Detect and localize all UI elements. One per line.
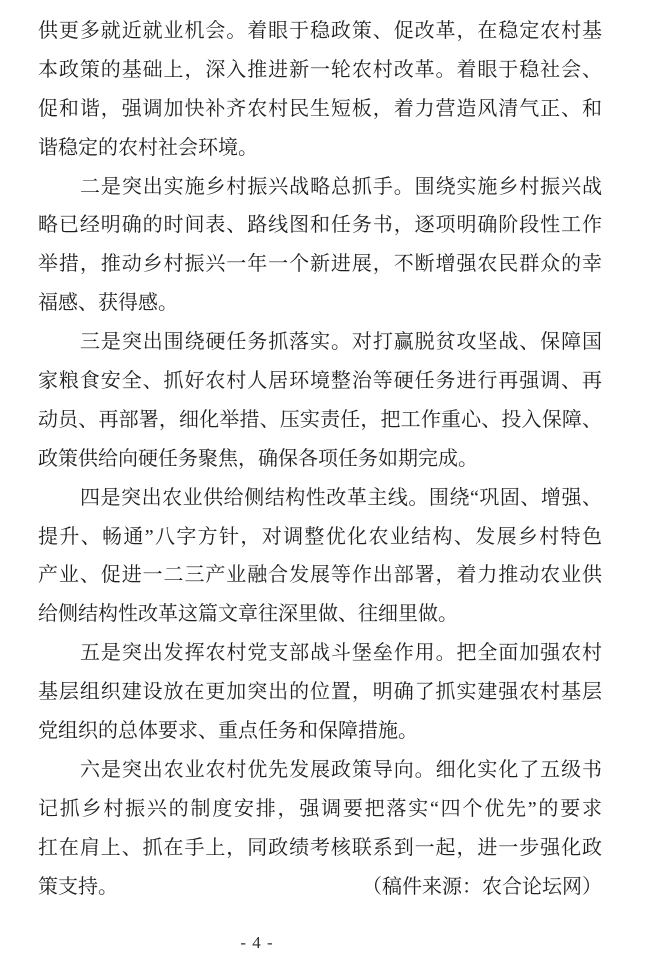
text-line: 二是突出实施乡村振兴战略总抓手。围绕实施乡村振兴战 [80,175,602,198]
text-line: 党组织的总体要求、重点任务和保障措施。 [38,720,418,743]
closing-text: 策支持。 [38,875,118,898]
text-line: 谐稳定的农村社会环境。 [38,136,258,159]
text-line: 产业、促进一二三产业融合发展等作出部署，着力推动农业供 [38,564,602,587]
page-number: - 4 - [240,933,274,953]
text-line: 供更多就近就业机会。着眼于稳政策、促改革，在稳定农村基 [38,20,602,42]
text-line: 扛在肩上、抓在手上，同政绩考核联系到一起，进一步强化政 [38,836,602,859]
source-note: （稿件来源：农合论坛网） [362,875,602,898]
text-block [38,12,602,954]
text-line: 四是突出农业供给侧结构性改革主线。围绕“巩固、增强、 [80,486,602,509]
text-line: 五是突出发挥农村党支部战斗堡垒作用。把全面加强农村 [80,642,602,665]
text-line: 促和谐，强调加快补齐农村民生短板，着力营造风清气正、和 [38,97,602,120]
text-line: 提升、畅通”八字方针，对调整优化农业结构、发展乡村特色 [38,525,602,548]
text-line: 给侧结构性改革这篇文章往深里做、往细里做。 [38,603,458,626]
text-line: 略已经明确的时间表、路线图和任务书，逐项明确阶段性工作 [38,214,602,237]
closing-line [38,868,602,907]
text-line: 基层组织建设放在更加突出的位置，明确了抓实建强农村基层 [38,681,602,704]
text-line: 六是突出农业农村优先发展政策导向。细化实化了五级书 [80,758,602,781]
paragraphs-container [38,12,602,868]
text-line: 三是突出围绕硬任务抓落实。对打赢脱贫攻坚战、保障国 [80,331,602,354]
text-line: 福感、获得感。 [38,292,178,315]
text-line: 记抓乡村振兴的制度安排，强调要把落实“四个优先”的要求 [38,797,602,820]
text-line: 本政策的基础上，深入推进新一轮农村改革。着眼于稳社会、 [38,58,602,81]
text-line: 举措，推动乡村振兴一年一个新进展，不断增强农民群众的幸 [38,253,602,276]
text-line: 动员、再部署，细化举措、压实责任，把工作重心、投入保障、 [38,408,602,431]
text-line: 家粮食安全、抓好农村人居环境整治等硬任务进行再强调、再 [38,370,602,393]
text-line: 政策供给向硬任务聚焦，确保各项任务如期完成。 [38,447,478,470]
